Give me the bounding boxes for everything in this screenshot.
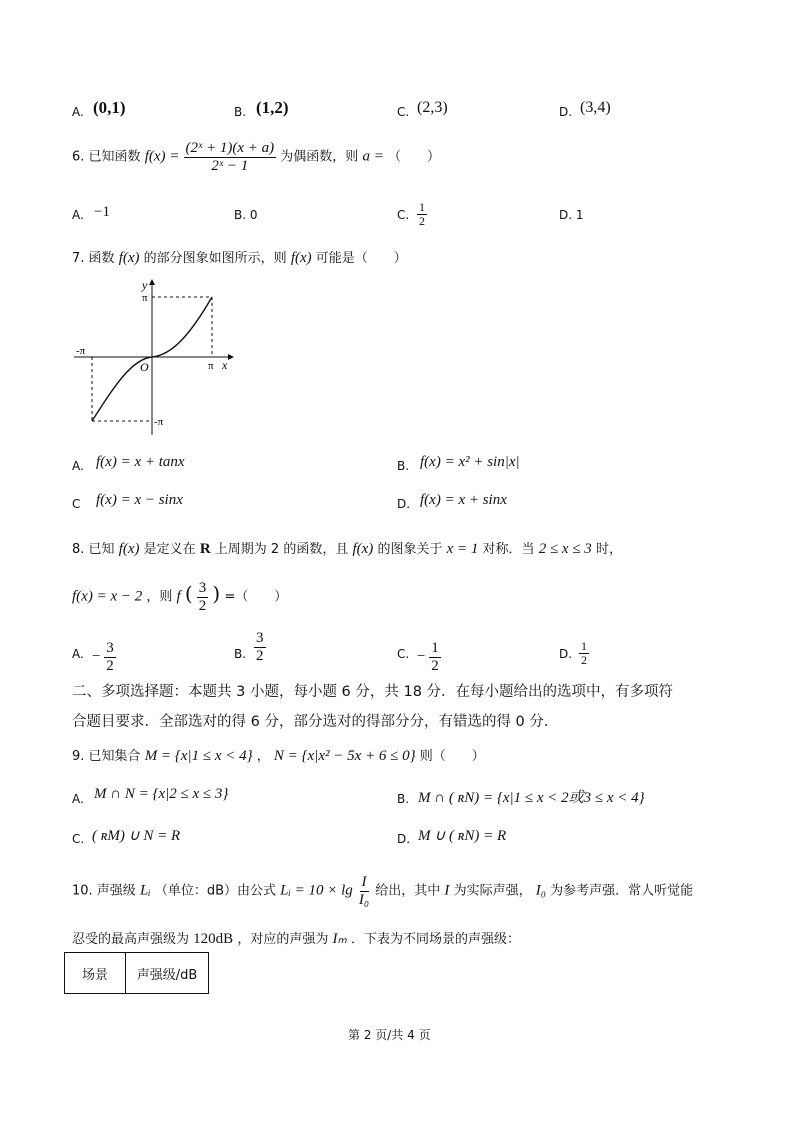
q5-option-d-value: (3,4) (580, 99, 611, 116)
q10-l: Lᵢ (139, 882, 151, 899)
q8-option-d-fraction (579, 640, 589, 667)
q7-stem-b: 的部分图象如图所示，则 (143, 251, 287, 266)
q10-a: 10. 声强级 (72, 883, 136, 899)
q10-formula-fraction (357, 874, 371, 908)
q6-option-a-label: A. (72, 208, 84, 222)
q10-b: （单位：dB）由公式 (154, 883, 276, 899)
graph-neg-pi-bottom: -π (154, 416, 164, 428)
q8-f: 时， (595, 542, 622, 557)
table-header-row (65, 953, 209, 994)
q8-paren-close: ) (212, 581, 221, 606)
sound-level-table (64, 952, 209, 994)
q8-option-a (92, 640, 116, 674)
x-axis-arrow (228, 354, 234, 360)
q8-e: 对称．当 (482, 542, 535, 557)
graph-y-label: y (142, 278, 148, 292)
q5-option-a-value: (0,1) (93, 98, 126, 117)
q8-option-a-sign: − (92, 648, 101, 665)
graph-pi-right: π (208, 360, 214, 372)
q8-option-c (417, 640, 441, 674)
q8-option-a-label: A. (72, 647, 84, 661)
q8-option-a-fraction (104, 640, 116, 674)
q10-line2-val: 120dB (193, 931, 234, 947)
table-header-level: 声强级/dB (126, 953, 209, 994)
q8-option-b-fraction (254, 630, 266, 664)
q7-fx: f(x) (118, 250, 140, 266)
q9-set-m: M = {x|1 ≤ x < 4} (144, 748, 253, 764)
q8-option-c-label: C. (397, 647, 410, 661)
q9-b: 则（ ） (419, 749, 485, 764)
question-10-line2 (72, 928, 520, 948)
q8-fx2: f(x) (352, 541, 374, 557)
q8-option-a-den: 2 (106, 657, 114, 674)
q6-option-a-value: −1 (94, 204, 110, 220)
q6-option-b: B. 0 (234, 208, 258, 222)
q8-r: R (199, 541, 211, 557)
q8-range: 2 ≤ x ≤ 3 (538, 541, 592, 557)
q6-f: f(x) = (144, 148, 180, 165)
q8-c: 上周期为 2 的函数，且 (214, 542, 349, 557)
q6-fraction (184, 140, 277, 174)
q10-line2-a: 忍受的最高声强级为 (72, 932, 190, 947)
q8-fx: f(x) (118, 541, 140, 557)
graph-pi-top: π (142, 292, 148, 304)
q8-option-a-num: 3 (106, 640, 114, 656)
q8-line2-f: f (176, 588, 181, 605)
q7-stem-c: 可能是（ ） (315, 251, 407, 266)
q6-option-d: D. 1 (559, 208, 584, 222)
section-2-heading-line1: 二、多项选择题：本题共 3 小题，每小题 6 分，共 18 分．在每小题给出的选项中，有多项符 (72, 684, 674, 700)
q8-paren-open: ( (184, 581, 193, 606)
graph-neg-pi-left: -π (76, 345, 86, 357)
question-8-line2 (72, 580, 287, 614)
q8-option-d-num: 1 (581, 639, 587, 653)
q10-formula-num: I (361, 874, 367, 890)
q6-suffix: 为偶函数，则 (280, 149, 359, 165)
q7-option-c: f(x) = x − sinx (96, 492, 183, 508)
q8-cond: x = 1 (446, 541, 479, 557)
q9-option-a-label: A. (72, 792, 84, 806)
q5-option-c-value: (2,3) (417, 99, 448, 116)
q9-set-n: N = {x|x² − 5x + 6 ≤ 0} (273, 748, 416, 764)
q9-a: 9. 已知集合 (72, 749, 141, 764)
q6-option-c-fraction (417, 201, 427, 228)
q6-denominator: 2ˣ − 1 (211, 157, 249, 174)
table-header-scene: 场景 (65, 953, 126, 994)
q10-line2-c: ．下表为不同场景的声强级： (350, 932, 520, 947)
q8-option-b-label: B. (234, 647, 247, 661)
q8-line2-c: =（ ） (224, 589, 288, 605)
q7-option-a: f(x) = x + tanx (96, 454, 185, 470)
section-2-heading-line2: 合题目要求．全部选对的得 6 分，部分选对的得部分分，有错选的得 0 分． (72, 714, 559, 730)
q10-formula-left: Lᵢ = 10 × lg (280, 882, 353, 899)
q6-var: a = (362, 148, 384, 165)
q6-option-c-den: 2 (419, 214, 425, 229)
q8-line2-num: 3 (198, 580, 207, 596)
q7-option-c-label: C (72, 497, 81, 511)
q9-option-b: M ∩ ( ʀN) = {x|1 ≤ x < 2或3 ≤ x < 4} (418, 790, 645, 806)
q10-e: 为参考声强．常人听觉能 (550, 883, 694, 899)
q7-option-b-label: B. (397, 459, 410, 473)
q6-prefix: 6. 已知函数 (72, 149, 141, 165)
q8-option-d-den: 2 (581, 653, 587, 668)
q8-line2-den: 2 (198, 597, 207, 614)
q6-option-c-label: C. (397, 208, 410, 222)
q5-option-c-label: C. (397, 105, 410, 119)
q9-option-b-label: B. (397, 792, 410, 806)
q8-option-c-fraction (429, 640, 441, 674)
q6-option-c-num: 1 (419, 200, 425, 214)
q10-line2-b: ，对应的声强为 (237, 932, 329, 947)
page-footer: 第 2 页/共 4 页 (348, 1028, 431, 1042)
q7-stem-a: 7. 函数 (72, 251, 115, 266)
q5-option-b-label: B. (234, 105, 247, 119)
q6-numerator: (2ˣ + 1)(x + a) (185, 140, 275, 156)
q9-option-c-label: C. (72, 832, 85, 846)
q8-option-b-den: 2 (256, 647, 264, 664)
q8-b: 是定义在 (143, 542, 196, 557)
q7-function-graph (70, 275, 240, 445)
q10-i0: I₀ (535, 882, 546, 899)
q8-option-c-sign: − (417, 648, 426, 665)
q10-formula-den: I₀ (358, 891, 370, 908)
q5-option-d-label: D. (559, 105, 573, 119)
y-axis-arrow (149, 279, 155, 285)
graph-x-label: x (222, 358, 228, 372)
q10-c: 给出，其中 (375, 883, 441, 899)
question-7 (72, 247, 407, 267)
q10-d: 为实际声强， (453, 883, 532, 899)
q10-line2-i: Iₘ (332, 931, 347, 947)
q7-option-d: f(x) = x + sinx (420, 492, 507, 508)
q9-option-d: M ∪ ( ʀN) = R (418, 828, 507, 844)
q7-option-d-label: D. (397, 497, 411, 511)
q9-option-d-label: D. (397, 832, 411, 846)
q8-option-d-label: D. (559, 647, 573, 661)
q7-option-b: f(x) = x² + sin|x| (420, 454, 520, 470)
question-10 (72, 874, 693, 908)
q8-option-b-num: 3 (256, 630, 264, 646)
q8-line2-a: f(x) = x − 2 (72, 588, 143, 605)
q8-line2-fraction (197, 580, 209, 614)
q8-option-c-num: 1 (431, 640, 439, 656)
q9-option-a: M ∩ N = {x|2 ≤ x ≤ 3} (94, 786, 229, 802)
question-9 (72, 745, 485, 765)
question-6 (72, 140, 440, 174)
q8-a: 8. 已知 (72, 542, 115, 557)
q8-option-c-den: 2 (431, 657, 439, 674)
q7-fx2: f(x) (290, 250, 312, 266)
q9-option-c: ( ʀM) ∪ N = R (92, 828, 181, 844)
q5-option-b-value: (1,2) (256, 98, 289, 117)
graph-origin: O (140, 360, 149, 374)
q9-comma: ， (256, 749, 270, 764)
q5-option-a-label: A. (72, 105, 84, 119)
q8-line2-b: ，则 (146, 589, 173, 605)
q10-i: I (444, 882, 450, 899)
q6-blank: （ ） (387, 149, 440, 165)
question-8 (72, 538, 622, 558)
q7-option-a-label: A. (72, 459, 84, 473)
q8-d: 的图象关于 (377, 542, 443, 557)
